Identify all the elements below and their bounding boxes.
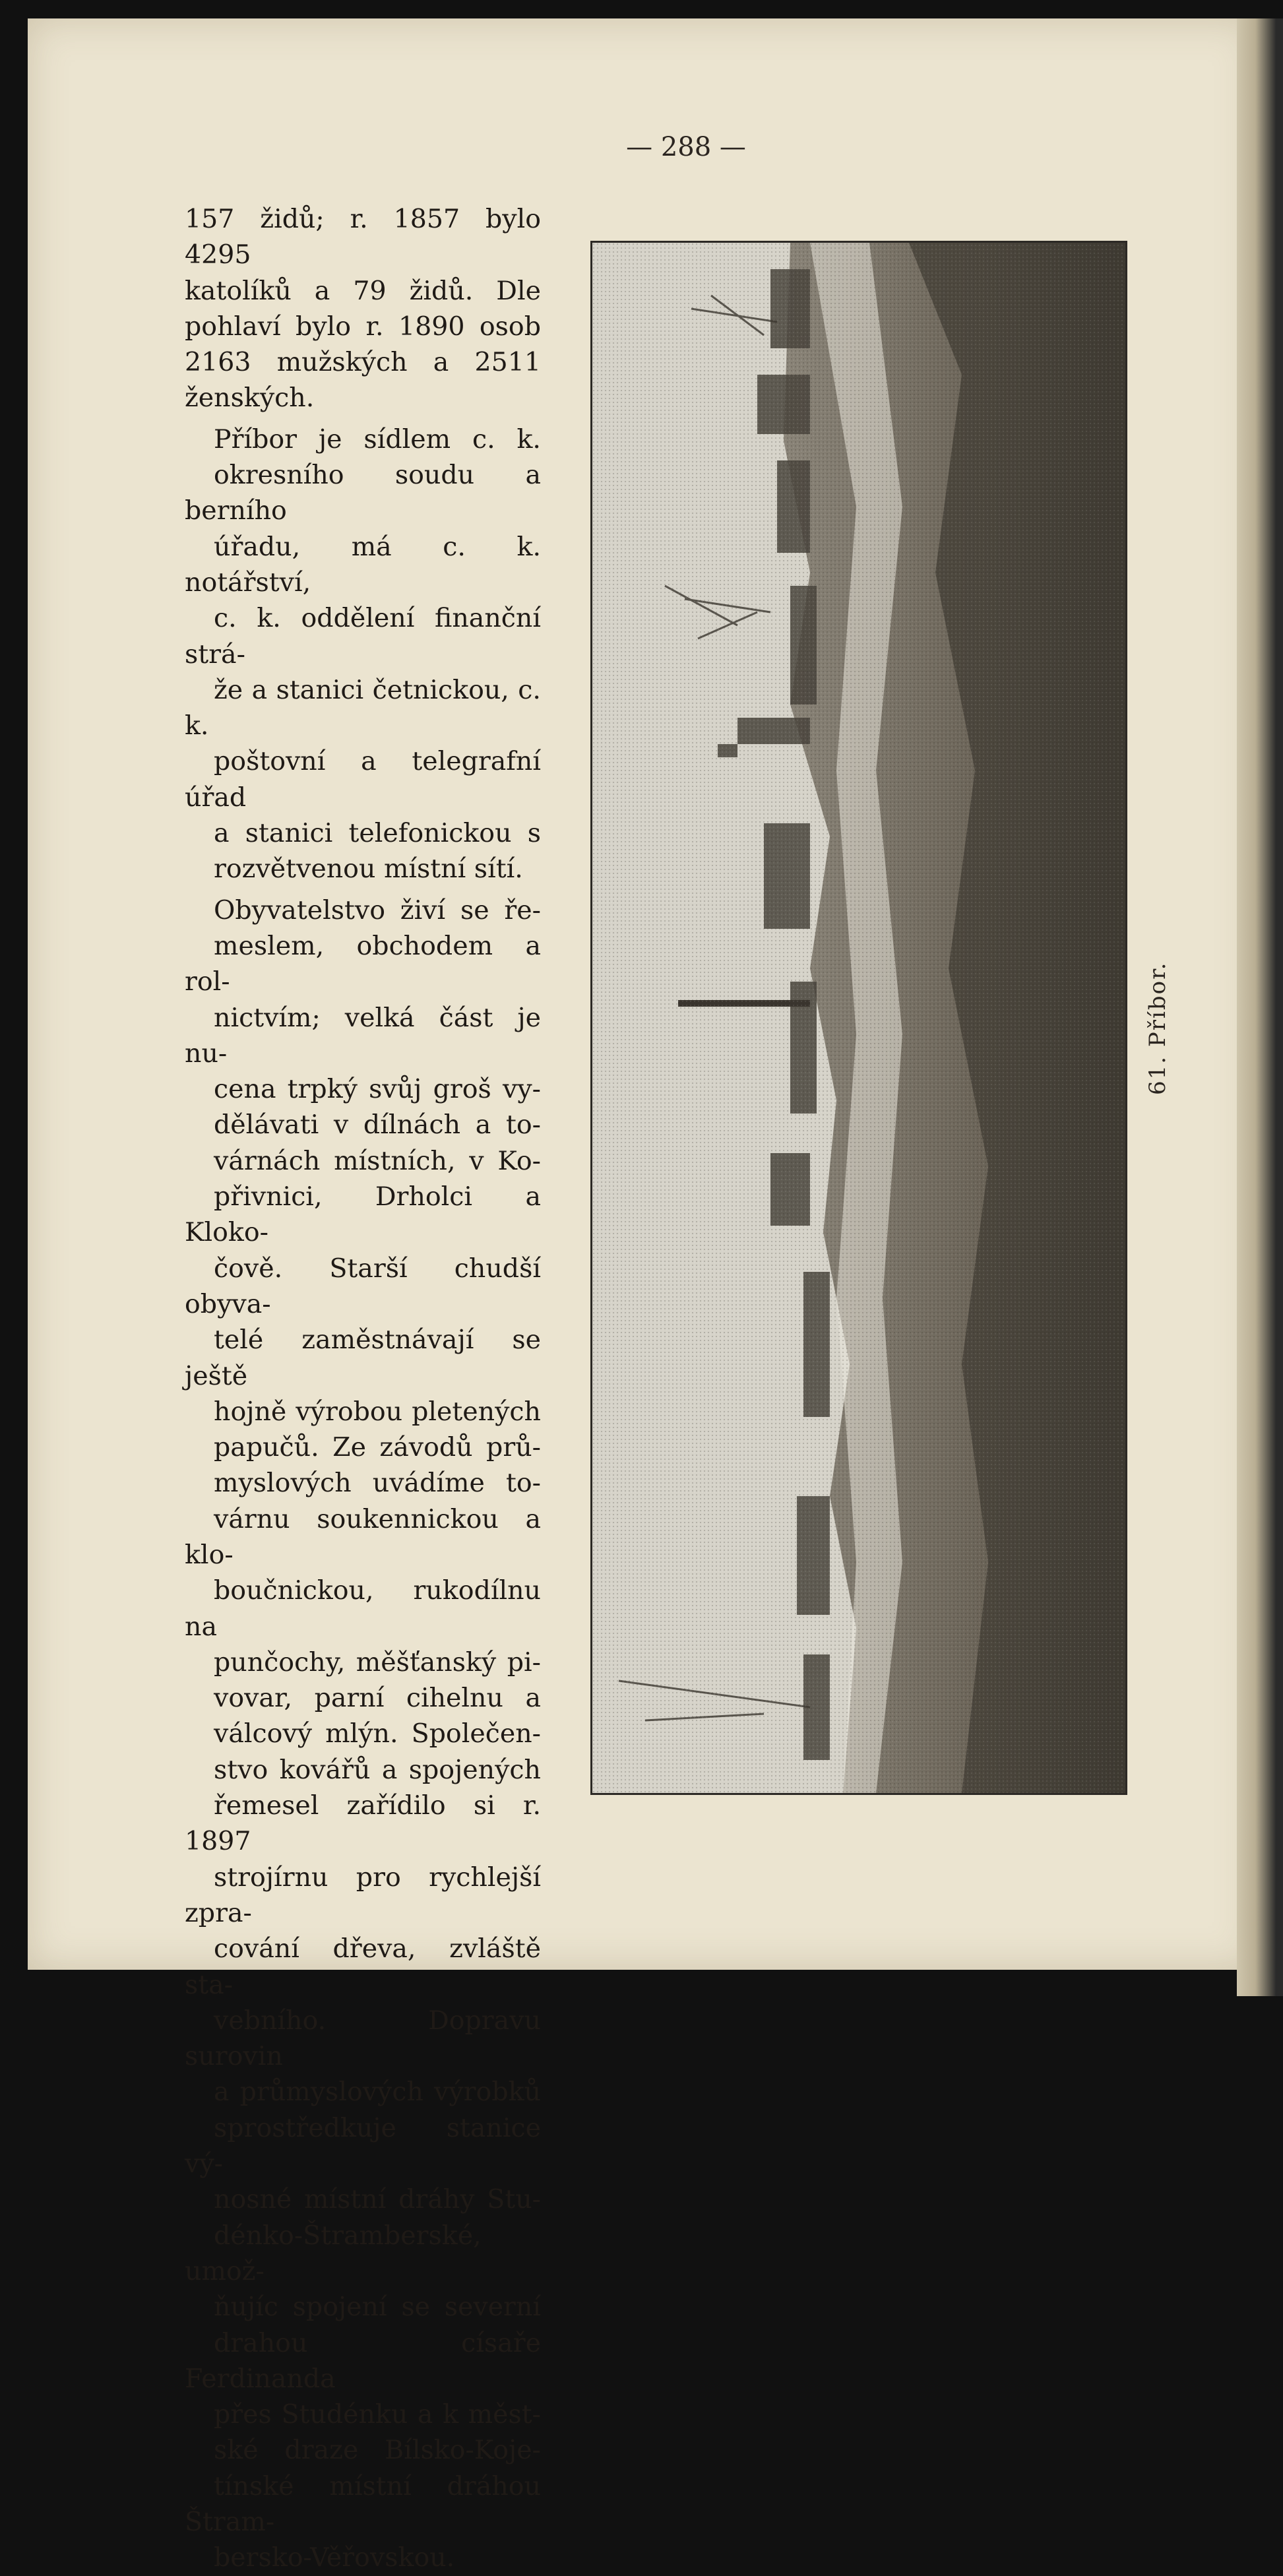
text-line: várnu soukennickou a klo- [185, 1503, 541, 1570]
text-line: řemesel zařídilo si r. 1897 [185, 1790, 541, 1857]
text-line: okresního soudu a berního [185, 460, 541, 526]
body-text [185, 201, 541, 2576]
text-line: telé zaměstnávají se ještě [185, 1325, 541, 1391]
text-line: cování dřeva, zvláště sta- [185, 1933, 541, 2000]
text-line: meslem, obchodem a rol- [185, 930, 541, 997]
paragraph-3 [185, 893, 541, 2576]
paragraph-2 [185, 422, 541, 887]
text-line: pohlaví bylo r. 1890 osob [185, 311, 541, 342]
text-line: Obyvatelstvo živí se ře- [214, 895, 541, 926]
text-line: ňujíc spojení se severní [214, 2292, 541, 2323]
text-line: že a stanici četnickou, c. k. [185, 674, 541, 741]
photo-figure [590, 241, 1127, 1795]
text-line: punčochy, měšťanský pi- [214, 1647, 541, 1678]
figure-caption-wrapper [1144, 961, 1278, 1121]
text-line: 2163 mužských a 2511 [185, 347, 541, 378]
text-line: sprostředkuje stanice vý- [185, 2112, 541, 2180]
text-line: papučů. Ze závodů prů- [214, 1432, 541, 1463]
text-line: vovar, parní cihelnu a [214, 1683, 541, 1714]
text-line: cena trpký svůj groš vy- [214, 1074, 541, 1105]
text-line: ské draze Bílsko-Koje- [214, 2435, 541, 2466]
town-panorama-photo [592, 243, 1125, 1793]
text-line: dělávati v dílnách a to- [214, 1110, 541, 1141]
text-line: přes Studénku a k měst- [214, 2399, 541, 2430]
text-line: nictvím; velká část je nu- [185, 1002, 541, 1069]
text-line: přivnici, Drholci a Kloko- [185, 1181, 541, 1248]
text-line: poštovní a telegrafní úřad [185, 746, 541, 813]
text-line: Příbor je sídlem c. k. [214, 424, 541, 455]
page-edge [1237, 18, 1283, 1996]
figure-caption: 61. Příbor. [1144, 961, 1171, 1095]
text-line: rozvětvenou místní sítí. [214, 854, 523, 885]
text-line: a průmyslových výrobků [214, 2077, 541, 2108]
text-line: bersko-Věřovskou. [214, 2542, 455, 2573]
text-line: a stanici telefonickou s [214, 818, 541, 849]
text-line: myslových uvádíme to- [214, 1468, 541, 1499]
text-line: katolíků a 79 židů. Dle [185, 275, 541, 306]
text-line: válcový mlýn. Společen- [214, 1718, 541, 1749]
text-line: hojně výrobou pletených [214, 1396, 541, 1427]
text-line: stvo kovářů a spojených [214, 1754, 541, 1785]
text-line: 157 židů; r. 1857 bylo 4295 [185, 204, 541, 270]
text-line: tínské místní dráhou Štram- [185, 2470, 541, 2537]
text-line: c. k. oddělení finanční strá- [185, 603, 541, 670]
text-line: vebního. Dopravu surovin [185, 2005, 541, 2072]
text-line: várnách místních, v Ko- [214, 1145, 541, 1176]
text-line: dénko-Štramberské, umož- [185, 2220, 482, 2286]
paragraph-1 [185, 201, 541, 416]
page-number: — 288 — [626, 132, 746, 162]
text-line: drahou císaře Ferdinanda [185, 2327, 541, 2394]
text-line: ženských. [185, 383, 315, 414]
text-line: úřadu, má c. k. notářství, [185, 531, 541, 598]
text-line: strojírnu pro rychlejší zpra- [185, 1862, 541, 1928]
text-line: čově. Starší chudší obyva- [185, 1253, 541, 1319]
text-line: nosné místní dráhy Stu- [214, 2184, 541, 2215]
text-line: boučnickou, rukodílnu na [185, 1575, 541, 1642]
